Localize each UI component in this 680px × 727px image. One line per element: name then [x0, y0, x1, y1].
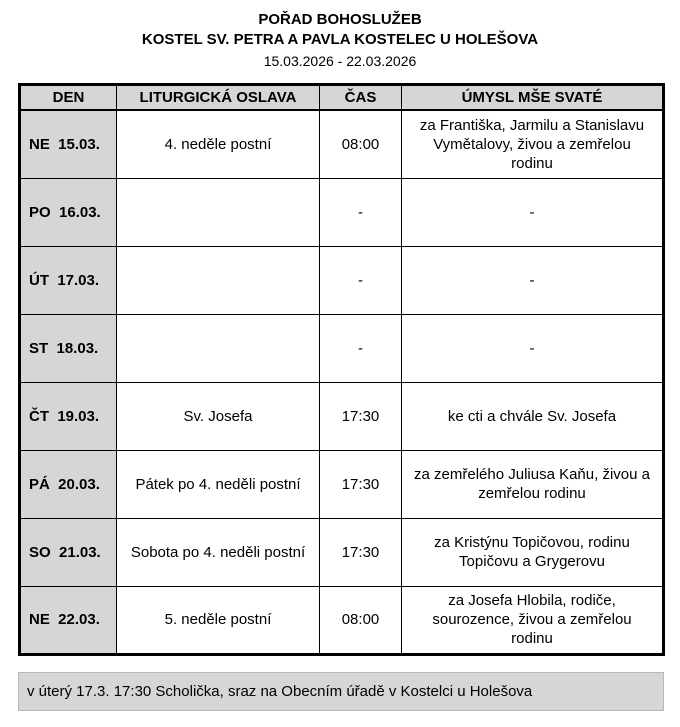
cell-umysl: ke cti a chvále Sv. Josefa: [402, 382, 664, 450]
footer-note: v úterý 17.3. 17:30 Scholička, sraz na Obecním úřadě v Kostelci u Holešova: [18, 672, 664, 711]
column-header-umysl: ÚMYSL MŠE SVATÉ: [402, 85, 664, 111]
table-row: [20, 110, 664, 178]
cell-umysl: za Kristýnu Topičovou, rodinu Topičovu a Grygerovu: [402, 518, 664, 586]
cell-den: ÚT 17.03.: [20, 246, 117, 314]
table-row: [20, 518, 664, 586]
cell-cas: 08:00: [320, 586, 402, 654]
table-row: [20, 382, 664, 450]
cell-oslava: Pátek po 4. neděli postní: [117, 450, 320, 518]
cell-den: SO 21.03.: [20, 518, 117, 586]
page-title: POŘAD BOHOSLUŽEB: [258, 11, 422, 28]
table-row: [20, 586, 664, 654]
cell-oslava: Sv. Josefa: [117, 382, 320, 450]
table-row: [20, 314, 664, 382]
cell-oslava: [117, 314, 320, 382]
cell-umysl: za zemřelého Juliusa Kaňu, živou a zemřelou rodinu: [402, 450, 664, 518]
cell-oslava: Sobota po 4. neděli postní: [117, 518, 320, 586]
document-header: [0, 0, 680, 71]
cell-cas: 17:30: [320, 382, 402, 450]
cell-cas: 08:00: [320, 110, 402, 178]
table-row: [20, 246, 664, 314]
cell-umysl: za Františka, Jarmilu a Stanislavu Vymětalovy, živou a zemřelou rodinu: [402, 110, 664, 178]
cell-den: NE 22.03.: [20, 586, 117, 654]
cell-umysl: -: [402, 314, 664, 382]
cell-cas: -: [320, 178, 402, 246]
column-header-den: DEN: [20, 85, 117, 111]
cell-den: NE 15.03.: [20, 110, 117, 178]
cell-oslava: [117, 246, 320, 314]
cell-cas: -: [320, 314, 402, 382]
page-subtitle: KOSTEL SV. PETRA A PAVLA KOSTELEC U HOLEŠOVA: [141, 31, 539, 48]
cell-den: ČT 19.03.: [20, 382, 117, 450]
cell-cas: -: [320, 246, 402, 314]
cell-umysl: -: [402, 178, 664, 246]
cell-oslava: 4. neděle postní: [117, 110, 320, 178]
cell-umysl: -: [402, 246, 664, 314]
cell-den: PÁ 20.03.: [20, 450, 117, 518]
cell-den: ST 18.03.: [20, 314, 117, 382]
cell-oslava: [117, 178, 320, 246]
cell-den: PO 16.03.: [20, 178, 117, 246]
mass-schedule-table: [18, 83, 665, 656]
cell-cas: 17:30: [320, 450, 402, 518]
column-header-oslava: LITURGICKÁ OSLAVA: [117, 85, 320, 111]
date-range: 15.03.2026 - 22.03.2026: [263, 53, 417, 69]
cell-cas: 17:30: [320, 518, 402, 586]
table-row: [20, 178, 664, 246]
table-header-row: [20, 85, 664, 111]
cell-umysl: za Josefa Hlobila, rodiče, sourozence, živou a zemřelou rodinu: [402, 586, 664, 654]
cell-oslava: 5. neděle postní: [117, 586, 320, 654]
column-header-cas: ČAS: [320, 85, 402, 111]
table-row: [20, 450, 664, 518]
